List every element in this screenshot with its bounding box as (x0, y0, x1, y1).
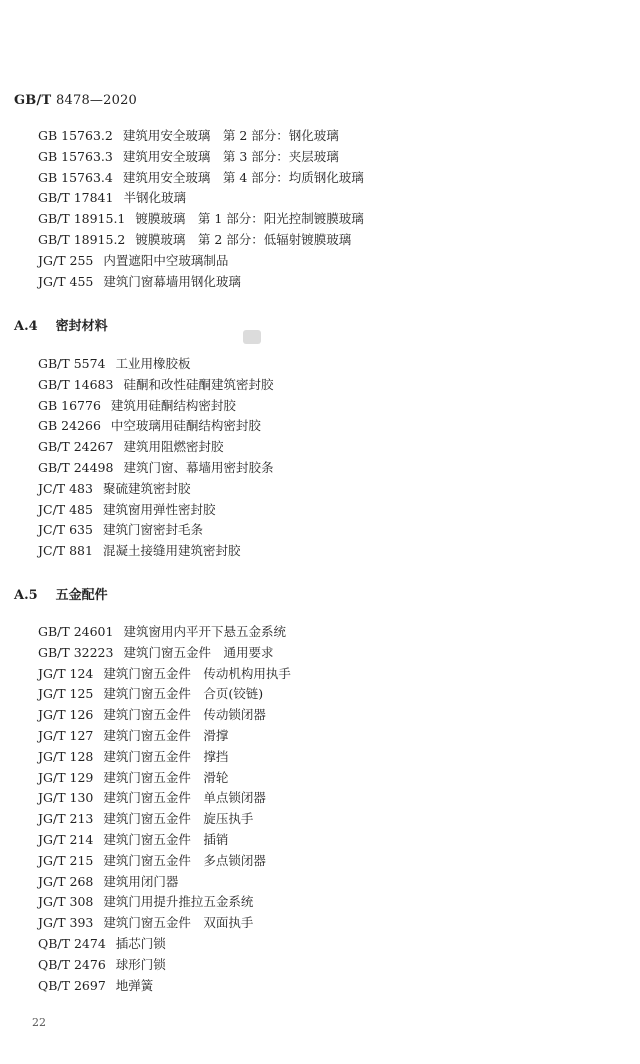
standard-title: 建筑门窗五金件 双面执手 (103, 915, 254, 931)
standard-title: 工业用橡胶板 (115, 356, 191, 371)
list-item (38, 934, 291, 955)
standard-title: 内置遮阳中空玻璃制品 (103, 252, 229, 268)
standard-title: 建筑用安全玻璃 第 2 部分：钢化玻璃 (122, 128, 339, 143)
list-item (38, 520, 273, 541)
section-heading-a5 (14, 584, 108, 603)
list-item (38, 976, 291, 997)
standard-number: 8478—2020 (56, 93, 138, 108)
list-item (38, 354, 273, 375)
standard-code: JC/T 881 (38, 543, 93, 559)
standard-code: JG/T 129 (38, 769, 94, 785)
list-item (38, 126, 364, 147)
list-item (38, 705, 291, 726)
standard-code: JG/T 127 (38, 727, 94, 743)
page-number: 22 (32, 1016, 46, 1029)
standard-code: GB/T 24601 (38, 624, 114, 639)
standard-title: 建筑门窗五金件 通用要求 (123, 644, 274, 660)
standard-code: JG/T 393 (38, 915, 94, 931)
list-item (38, 684, 291, 705)
standard-title: 建筑门窗五金件 单点锁闭器 (103, 790, 266, 806)
list-item (38, 375, 273, 396)
standard-code: QB/T 2697 (38, 977, 106, 993)
list-item (38, 830, 291, 851)
standard-code: JG/T 215 (38, 852, 94, 868)
standard-code: GB 15763.2 (38, 128, 113, 143)
standard-title: 建筑门窗五金件 滑轮 (103, 769, 229, 785)
standard-title: 建筑门窗五金件 旋压执手 (103, 811, 254, 827)
standard-title: 建筑门窗、幕墙用密封胶条 (123, 459, 274, 475)
standard-title: 建筑门窗五金件 滑撑 (103, 727, 229, 743)
section-title: 密封材料 (55, 319, 108, 334)
standard-prefix: GB/T (14, 93, 52, 108)
standard-title: 建筑门窗密封毛条 (102, 522, 203, 538)
standard-code: JG/T 214 (38, 831, 94, 847)
list-item (38, 230, 364, 251)
section-number: A.5 (14, 588, 38, 603)
standard-code: GB/T 24498 (38, 459, 114, 475)
list-item (38, 664, 291, 685)
list-item (38, 643, 291, 664)
list-item (38, 479, 273, 500)
standard-title: 建筑窗用弹性密封胶 (102, 501, 216, 517)
standard-code: JG/T 455 (38, 273, 94, 289)
standard-code: JG/T 213 (38, 811, 94, 827)
list-item (38, 747, 291, 768)
standard-code: QB/T 2476 (38, 956, 106, 972)
standard-title: 建筑用阻燃密封胶 (123, 439, 224, 455)
list-item (38, 726, 291, 747)
standard-title: 建筑门窗五金件 传动机构用执手 (103, 665, 291, 681)
standard-code: QB/T 2474 (38, 935, 106, 951)
standard-title: 建筑门窗幕墙用钢化玻璃 (103, 273, 241, 289)
standard-code: JC/T 483 (38, 480, 93, 496)
list-item (38, 396, 273, 417)
standard-code: JC/T 635 (38, 522, 93, 538)
list-item (38, 458, 273, 479)
reference-list-a4 (38, 354, 273, 562)
list-item (38, 188, 364, 209)
standard-code: GB/T 17841 (38, 190, 114, 206)
section-number: A.4 (14, 319, 38, 334)
standard-title: 建筑窗用内平开下悬五金系统 (123, 624, 286, 639)
list-item (38, 437, 273, 458)
list-item (38, 851, 291, 872)
section-title: 五金配件 (55, 588, 108, 603)
standard-title: 建筑门窗五金件 合页(铰链) (103, 686, 264, 702)
standard-title: 中空玻璃用硅酮结构密封胶 (110, 418, 261, 434)
standard-code: GB/T 24267 (38, 439, 114, 455)
standard-code: GB 16776 (38, 397, 101, 413)
standard-title: 混凝土接缝用建筑密封胶 (102, 543, 241, 559)
standard-title: 建筑门窗五金件 撑挡 (103, 748, 229, 764)
list-item (38, 913, 291, 934)
list-item (38, 168, 364, 189)
standard-title: 插芯门锁 (115, 935, 166, 951)
list-item (38, 892, 291, 913)
standard-code: JG/T 308 (38, 894, 94, 910)
list-item (38, 872, 291, 893)
list-item (38, 809, 291, 830)
standard-title: 建筑门窗五金件 插销 (103, 831, 229, 847)
list-item (38, 209, 364, 230)
standard-title: 半钢化玻璃 (123, 190, 186, 206)
list-item (38, 272, 364, 293)
standard-code: GB/T 14683 (38, 376, 114, 392)
standard-code: GB/T 18915.1 (38, 211, 126, 227)
standard-title: 建筑用安全玻璃 第 3 部分：夹层玻璃 (122, 148, 339, 164)
reference-list-a5 (38, 622, 291, 996)
standard-title: 建筑门用提升推拉五金系统 (103, 894, 254, 910)
list-item (38, 788, 291, 809)
standard-title: 镀膜玻璃 第 2 部分：低辐射镀膜玻璃 (135, 231, 352, 247)
standard-title: 建筑用闭门器 (103, 873, 179, 889)
standard-title: 聚硫建筑密封胶 (102, 480, 191, 496)
standard-code: JG/T 130 (38, 790, 94, 806)
list-item (38, 251, 364, 272)
standard-title: 建筑用安全玻璃 第 4 部分：均质钢化玻璃 (122, 169, 364, 185)
standard-title: 建筑门窗五金件 传动锁闭器 (103, 707, 266, 723)
standard-code: JC/T 485 (38, 501, 93, 517)
standard-title: 球形门锁 (115, 956, 166, 972)
reference-list-a3 (38, 126, 364, 292)
list-item (38, 416, 273, 437)
list-item (38, 622, 291, 643)
standard-title: 建筑门窗五金件 多点锁闭器 (103, 852, 266, 868)
list-item (38, 955, 291, 976)
standard-code: JG/T 128 (38, 748, 94, 764)
standard-code: GB 15763.4 (38, 169, 113, 185)
standard-code: JG/T 125 (38, 686, 94, 702)
watermark-stamp (243, 330, 261, 344)
document-header (14, 93, 137, 108)
standard-code: JG/T 124 (38, 665, 94, 681)
standard-code: GB/T 5574 (38, 356, 106, 371)
standard-title: 地弹簧 (115, 977, 154, 993)
list-item (38, 541, 273, 562)
standard-code: GB 24266 (38, 418, 101, 434)
standard-code: GB/T 32223 (38, 644, 114, 660)
section-heading-a4 (14, 315, 108, 334)
standard-title: 镀膜玻璃 第 1 部分：阳光控制镀膜玻璃 (135, 211, 364, 227)
standard-code: JG/T 255 (38, 252, 94, 268)
list-item (38, 500, 273, 521)
list-item (38, 147, 364, 168)
standard-title: 建筑用硅酮结构密封胶 (110, 397, 236, 413)
list-item (38, 768, 291, 789)
standard-code: JG/T 268 (38, 873, 94, 889)
standard-code: JG/T 126 (38, 707, 94, 723)
standard-code: GB 15763.3 (38, 148, 113, 164)
standard-code: GB/T 18915.2 (38, 231, 126, 247)
standard-title: 硅酮和改性硅酮建筑密封胶 (123, 376, 274, 392)
